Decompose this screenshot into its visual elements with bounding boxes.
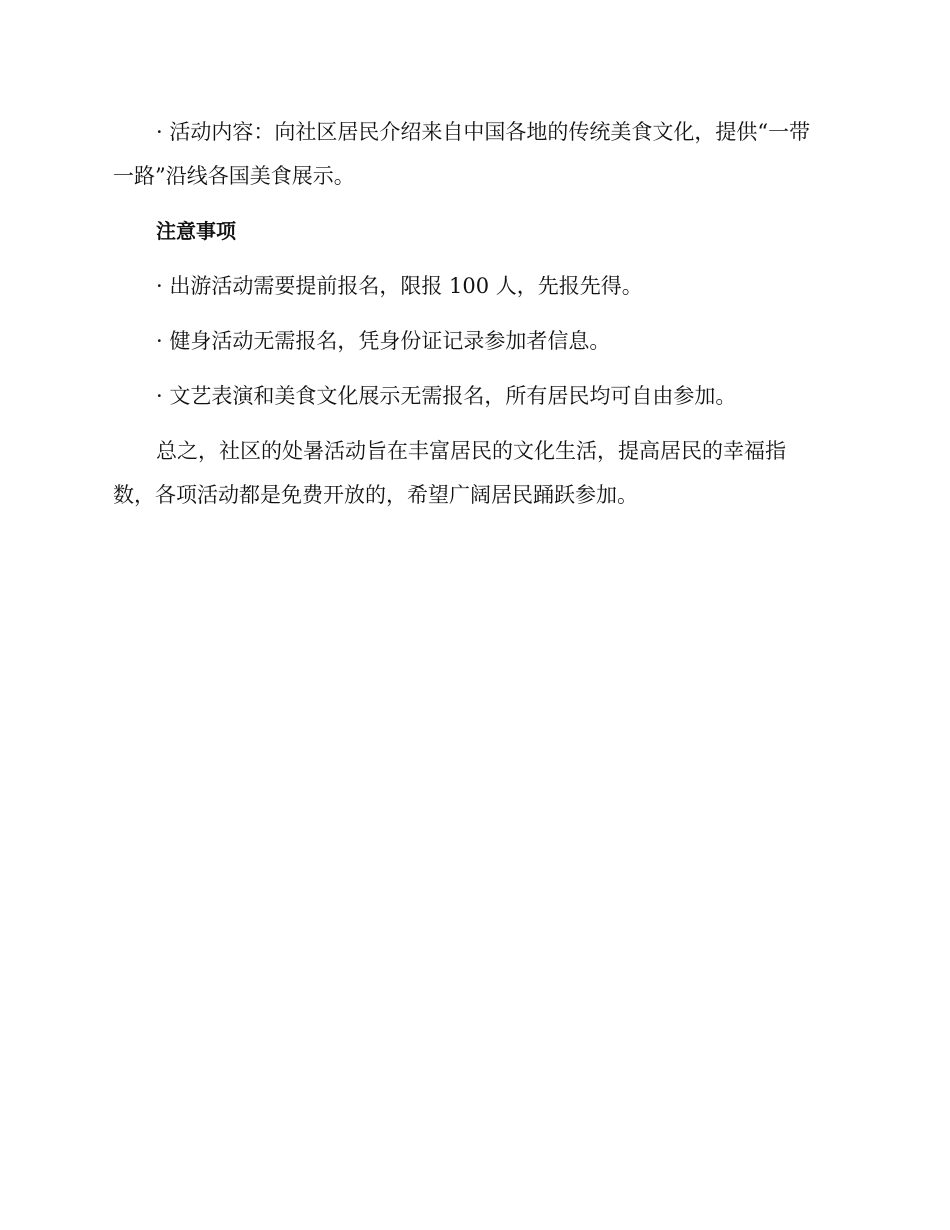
note-item-registration: · 出游活动需要提前报名，限报 100 人，先报先得。 [156,274,643,298]
note-item-fitness: · 健身活动无需报名，凭身份证记录参加者信息。 [156,329,611,353]
document-body [113,110,825,528]
note-item-performance: · 文艺表演和美食文化展示无需报名，所有居民均可自由参加。 [156,384,737,408]
activity-content-paragraph: · 活动内容：向社区居民介绍来自中国各地的传统美食文化，提供“一带一路”沿线各国美食展示。 [113,120,811,188]
conclusion-paragraph: 总之，社区的处暑活动旨在丰富居民的文化生活，提高居民的幸福指数，各项活动都是免费开放的，希望广阔居民踊跃参加。 [113,439,786,507]
notes-heading: 注意事项 [156,219,236,243]
